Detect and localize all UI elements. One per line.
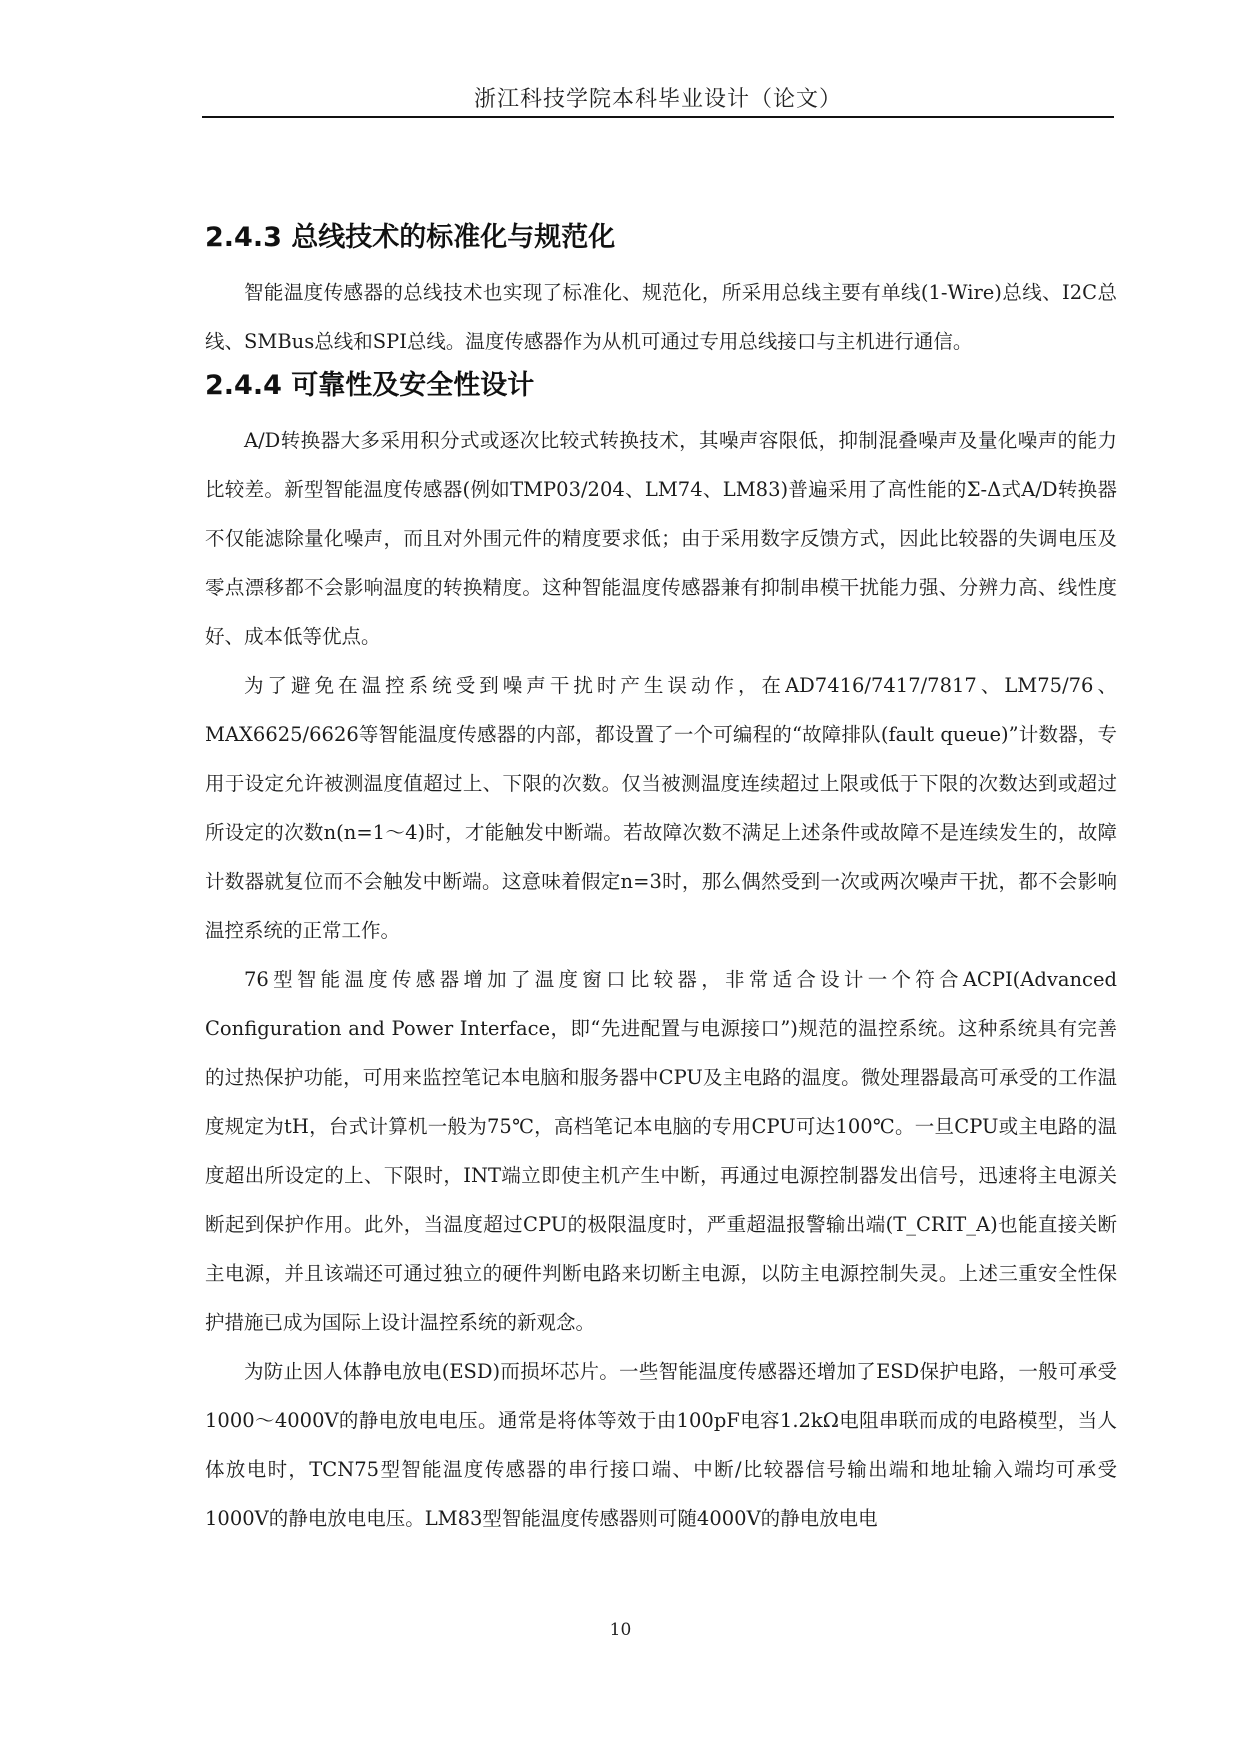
section-heading-2-4-3: 2.4.3 总线技术的标准化与规范化 [205,222,616,253]
paragraph: 为了避免在温控系统受到噪声干扰时产生误动作，在AD7416/7417/7817、LM75/76、MAX6625/6626等智能温度传感器的内部，都设置了一个可编程的“故障排队(fault queue)”计数器，专用于设定允许被测温度值超过上、下限的次数。仅当被测温度连续超过上限或低于下限的次数达到或超过所设定的次数n(n=1～4)时，才能触发中断端。若故障次数不满足上述条件或故障不是连续发生的，故障计数器就复位而不会触发中断端。这意味着假定n=3时，那么偶然受到一次或两次噪声干扰，都不会影响温控系统的正常工作。 [205,674,1117,942]
header-divider [202,116,1114,118]
paragraph: 76型智能温度传感器增加了温度窗口比较器，非常适合设计一个符合ACPI(Advanced Configuration and Power Interface，即“先进配置与电源接口”)规范的温控系统。这种系统具有完善的过热保护功能，可用来监控笔记本电脑和服务器中CPU及主电路的温度。微处理器最高可承受的工作温度规定为tH，台式计算机一般为75℃，高档笔记本电脑的专用CPU可达100℃。一旦CPU或主电路的温度超出所设定的上、下限时，INT端立即使主机产生中断，再通过电源控制器发出信号，迅速将主电源关断起到保护作用。此外，当温度超过CPU的极限温度时，严重超温报警输出端(T_CRIT_A)也能直接关断主电源，并且该端还可通过独立的硬件判断电路来切断主电源，以防主电源控制失灵。上述三重安全性保护措施已成为国际上设计温控系统的新观念。 [205,968,1117,1334]
page-number: 10 [609,1620,632,1640]
page-body [205,222,1117,1543]
section-heading-2-4-4: 2.4.4 可靠性及安全性设计 [205,370,535,401]
running-header: 浙江科技学院本科毕业设计（论文） [473,87,842,112]
paragraph: 为防止因人体静电放电(ESD)而损坏芯片。一些智能温度传感器还增加了ESD保护电路，一般可承受1000～4000V的静电放电电压。通常是将体等效于由100pF电容1.2kΩ电阻串联而成的电路模型，当人体放电时，TCN75型智能温度传感器的串行接口端、中断/比较器信号输出端和地址输入端均可承受1000V的静电放电电压。LM83型智能温度传感器则可随4000V的静电放电电 [205,1360,1117,1530]
paragraph: 智能温度传感器的总线技术也实现了标准化、规范化，所采用总线主要有单线(1-Wire)总线、I2C总线、SMBus总线和SPI总线。温度传感器作为从机可通过专用总线接口与主机进行通信。 [205,281,1117,353]
paragraph: A/D转换器大多采用积分式或逐次比较式转换技术，其噪声容限低，抑制混叠噪声及量化噪声的能力比较差。新型智能温度传感器(例如TMP03/204、LM74、LM83)普遍采用了高性能的Σ-Δ式A/D转换器不仅能滤除量化噪声，而且对外围元件的精度要求低；由于采用数字反馈方式，因此比较器的失调电压及零点漂移都不会影响温度的转换精度。这种智能温度传感器兼有抑制串模干扰能力强、分辨力高、线性度好、成本低等优点。 [205,429,1117,648]
